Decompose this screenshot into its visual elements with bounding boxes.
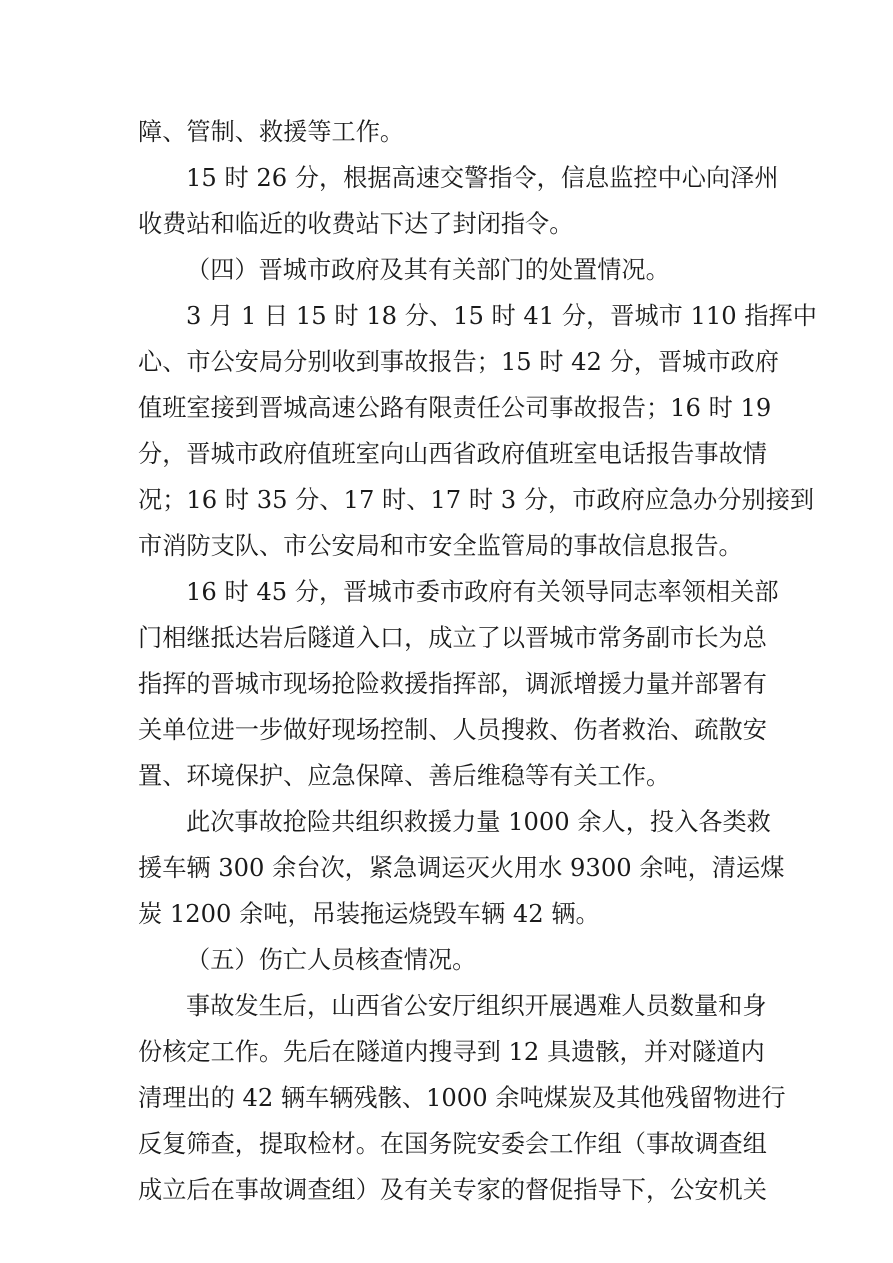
text-line-15: 置、环境保护、应急保障、善后维稳等有关工作。 [138,762,671,790]
section-heading-4: （四）晋城市政府及其有关部门的处置情况。 [186,256,670,284]
text-line-7: 值班室接到晋城高速公路有限责任公司事故报告；16 时 19 [138,394,772,422]
text-line-23: 反复筛查，提取检材。在国务院安委会工作组（事故调查组 [138,1130,767,1158]
text-line-10: 市消防支队、市公安局和市安全监管局的事故信息报告。 [138,532,743,560]
text-line-20: 事故发生后，山西省公安厅组织开展遇难人员数量和身 [186,992,767,1020]
text-line-17: 援车辆 300 余台次，紧急调运灭火用水 9300 余吨，清运煤 [138,854,785,882]
text-line-3: 收费站和临近的收费站下达了封闭指令。 [138,210,574,238]
text-line-11: 16 时 45 分，晋城市委市政府有关领导同志率领相关部 [186,578,779,606]
text-line-16: 此次事故抢险共组织救援力量 1000 余人，投入各类救 [186,808,771,836]
text-line-9: 况；16 时 35 分、17 时、17 时 3 分，市政府应急办分别接到 [138,486,815,514]
section-heading-5: （五）伤亡人员核查情况。 [186,946,477,974]
text-line-6: 心、市公安局分别收到事故报告；15 时 42 分，晋城市政府 [138,348,779,376]
text-line-1: 障、管制、救援等工作。 [138,118,405,146]
text-line-21: 份核定工作。先后在隧道内搜寻到 12 具遗骸，并对隧道内 [138,1038,765,1066]
text-line-24: 成立后在事故调查组）及有关专家的督促指导下，公安机关 [138,1176,767,1204]
text-line-2: 15 时 26 分，根据高速交警指令，信息监控中心向泽州 [186,164,779,192]
text-line-8: 分，晋城市政府值班室向山西省政府值班室电话报告事故情 [138,440,767,468]
text-line-14: 关单位进一步做好现场控制、人员搜救、伤者救治、疏散安 [138,716,767,744]
text-line-22: 清理出的 42 辆车辆残骸、1000 余吨煤炭及其他残留物进行 [138,1084,786,1112]
text-line-12: 门相继抵达岩后隧道入口，成立了以晋城市常务副市长为总 [138,624,767,652]
text-line-5: 3 月 1 日 15 时 18 分、15 时 41 分，晋城市 110 指挥中 [186,302,817,330]
text-line-18: 炭 1200 余吨，吊装拖运烧毁车辆 42 辆。 [138,900,600,928]
text-line-13: 指挥的晋城市现场抢险救援指挥部，调派增援力量并部署有 [138,670,767,698]
